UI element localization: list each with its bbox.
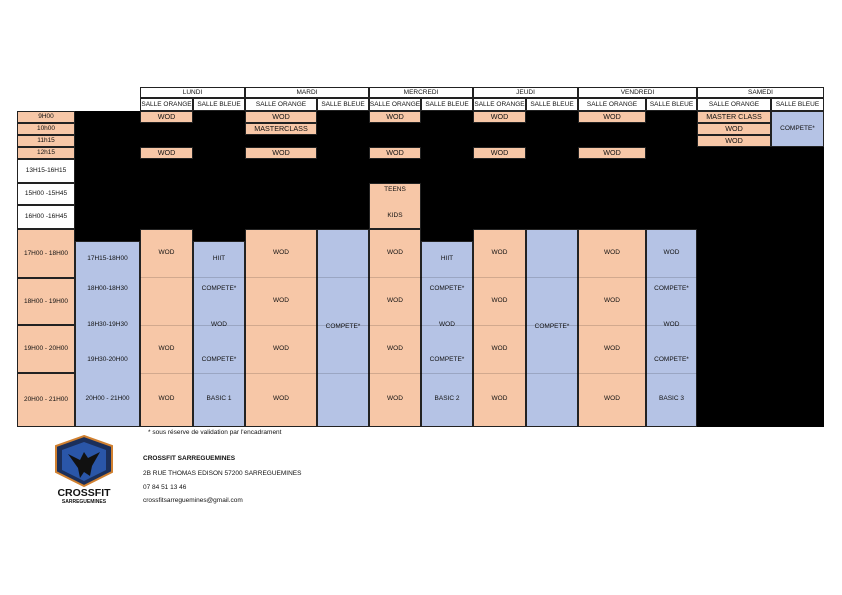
class-cell-basic: BASIC 3	[659, 395, 684, 403]
class-cell-compete: COMPETE*	[654, 356, 689, 364]
day-header-mercredi: MERCREDI	[369, 87, 473, 98]
time-slot-label: 13H15-16H15	[17, 159, 75, 183]
day-header-jeudi: JEUDI	[473, 87, 578, 98]
blue-time-slot: 18H30-19H30	[87, 321, 128, 329]
room-header-bleue: SALLE BLEUE	[771, 98, 824, 111]
gym-phone: 07 84 51 13 46	[143, 484, 187, 491]
gym-email: crossfitsarreguemines@gmail.com	[143, 497, 243, 504]
row-divider	[140, 277, 697, 278]
class-cell-wod: WOD	[211, 321, 227, 329]
logo-word: CROSSFIT	[57, 487, 111, 499]
time-slot-label: 19H00 - 20H00	[17, 325, 75, 373]
blue-time-slot: 19H30-20H00	[87, 356, 128, 364]
gym-address: 2B RUE THOMAS EDISON 57200 SARREGUEMINES	[143, 470, 302, 477]
class-cell-wod: WOD	[158, 249, 175, 257]
class-cell-wod: WOD	[491, 297, 508, 305]
class-cell-wod: WOD	[369, 111, 421, 123]
class-cell-compete: COMPETE*	[201, 285, 237, 293]
time-slot-label: 10h00	[17, 123, 75, 135]
room-header-orange: SALLE ORANGE	[140, 98, 193, 111]
class-cell-compete: COMPETE*	[654, 285, 689, 293]
class-cell-wod: WOD	[663, 321, 680, 329]
logo-sub: SARREGUEMINES	[61, 499, 107, 505]
time-slot-label: 20H00 - 21H00	[17, 373, 75, 427]
class-cell-masterclass: MASTERCLASS	[245, 123, 317, 135]
crossfit-shield-icon	[50, 434, 118, 506]
class-cell-hiit: HIIT	[212, 255, 226, 263]
row-divider	[140, 325, 697, 326]
class-cell-wod: WOD	[491, 249, 508, 257]
room-header-bleue: SALLE BLEUE	[646, 98, 697, 111]
time-slot-label: 9H00	[17, 111, 75, 123]
class-cell-wod: WOD	[158, 345, 175, 353]
blue-time-slot: 17H15-18H00	[87, 255, 128, 263]
class-cell-wod: WOD	[697, 123, 771, 135]
class-cell-basic: BASIC 1	[206, 395, 232, 403]
class-cell-wod: WOD	[273, 297, 289, 305]
class-cell-wod: WOD	[578, 111, 646, 123]
class-cell-wod: WOD	[369, 147, 421, 159]
time-slot-label: 11h15	[17, 135, 75, 147]
class-cell-wod: WOD	[245, 147, 317, 159]
blue-time-slot: 20H00 - 21H00	[85, 395, 130, 403]
class-cell-wod: WOD	[604, 395, 620, 403]
class-cell-wod: WOD	[273, 249, 289, 257]
room-header-bleue: SALLE BLEUE	[317, 98, 369, 111]
footnote: * sous réserve de validation par l'encadrament	[148, 429, 282, 436]
class-cell-wod: WOD	[604, 297, 620, 305]
room-header-orange: SALLE ORANGE	[245, 98, 317, 111]
row-divider	[140, 373, 697, 374]
day-header-mardi: MARDI	[245, 87, 369, 98]
class-cell-wod: WOD	[491, 395, 508, 403]
day-header-samedi: SAMEDI	[697, 87, 824, 98]
class-cell-wod: WOD	[387, 345, 403, 353]
class-cell-compete: COMPETE*	[534, 323, 570, 331]
class-cell-wod: WOD	[473, 147, 526, 159]
class-cell-wod: WOD	[387, 249, 403, 257]
class-cell-wod: WOD	[697, 135, 771, 147]
class-cell-compete: COMPETE*	[201, 356, 237, 364]
blue-time-slot: 18H00-18H30	[87, 285, 128, 293]
class-cell-wod: WOD	[387, 395, 403, 403]
gym-name: CROSSFIT SARREGUEMINES	[143, 455, 236, 462]
class-cell-wod: WOD	[473, 111, 526, 123]
room-header-orange: SALLE ORANGE	[697, 98, 771, 111]
time-slot-label: 15H00 -15H45	[17, 183, 75, 205]
room-header-orange: SALLE ORANGE	[578, 98, 646, 111]
class-cell-basic: BASIC 2	[434, 395, 460, 403]
room-header-orange: SALLE ORANGE	[473, 98, 526, 111]
class-cell-teens: TEENS	[384, 186, 406, 194]
class-cell-compete: COMPETE*	[325, 323, 361, 331]
room-header-bleue: SALLE BLEUE	[526, 98, 578, 111]
class-cell-wod: WOD	[273, 395, 289, 403]
class-cell-wod: WOD	[140, 111, 193, 123]
room-header-orange: SALLE ORANGE	[369, 98, 421, 111]
class-cell-wod: WOD	[158, 395, 175, 403]
class-cell-wod: WOD	[604, 249, 620, 257]
class-cell-hiit: HIIT	[440, 255, 454, 263]
day-header-vendredi: VENDREDI	[578, 87, 697, 98]
class-cell-compete: COMPETE*	[429, 285, 465, 293]
room-header-bleue: SALLE BLEUE	[421, 98, 473, 111]
day-header-lundi: LUNDI	[140, 87, 245, 98]
class-cell-wod: WOD	[604, 345, 620, 353]
crossfit-logo	[50, 434, 118, 506]
time-slot-label: 12h15	[17, 147, 75, 159]
class-cell-wod: WOD	[273, 345, 289, 353]
class-cell-wod: WOD	[140, 147, 193, 159]
time-slot-label: 16H00 -16H45	[17, 205, 75, 229]
time-slot-label: 18H00 - 19H00	[17, 278, 75, 325]
class-cell-wod: WOD	[491, 345, 508, 353]
class-cell-wod: WOD	[245, 111, 317, 123]
class-cell-kids: KIDS	[387, 212, 403, 220]
class-cell-compete: COMPETE*	[429, 356, 465, 364]
class-cell-compete: COMPETE*	[771, 111, 824, 147]
class-cell-wod: WOD	[663, 249, 680, 257]
class-cell-wod: WOD	[439, 321, 455, 329]
class-cell-master-class: MASTER CLASS	[697, 111, 771, 123]
class-cell-wod: WOD	[578, 147, 646, 159]
time-slot-label: 17H00 - 18H00	[17, 229, 75, 278]
room-header-bleue: SALLE BLEUE	[193, 98, 245, 111]
class-cell-wod: WOD	[387, 297, 403, 305]
